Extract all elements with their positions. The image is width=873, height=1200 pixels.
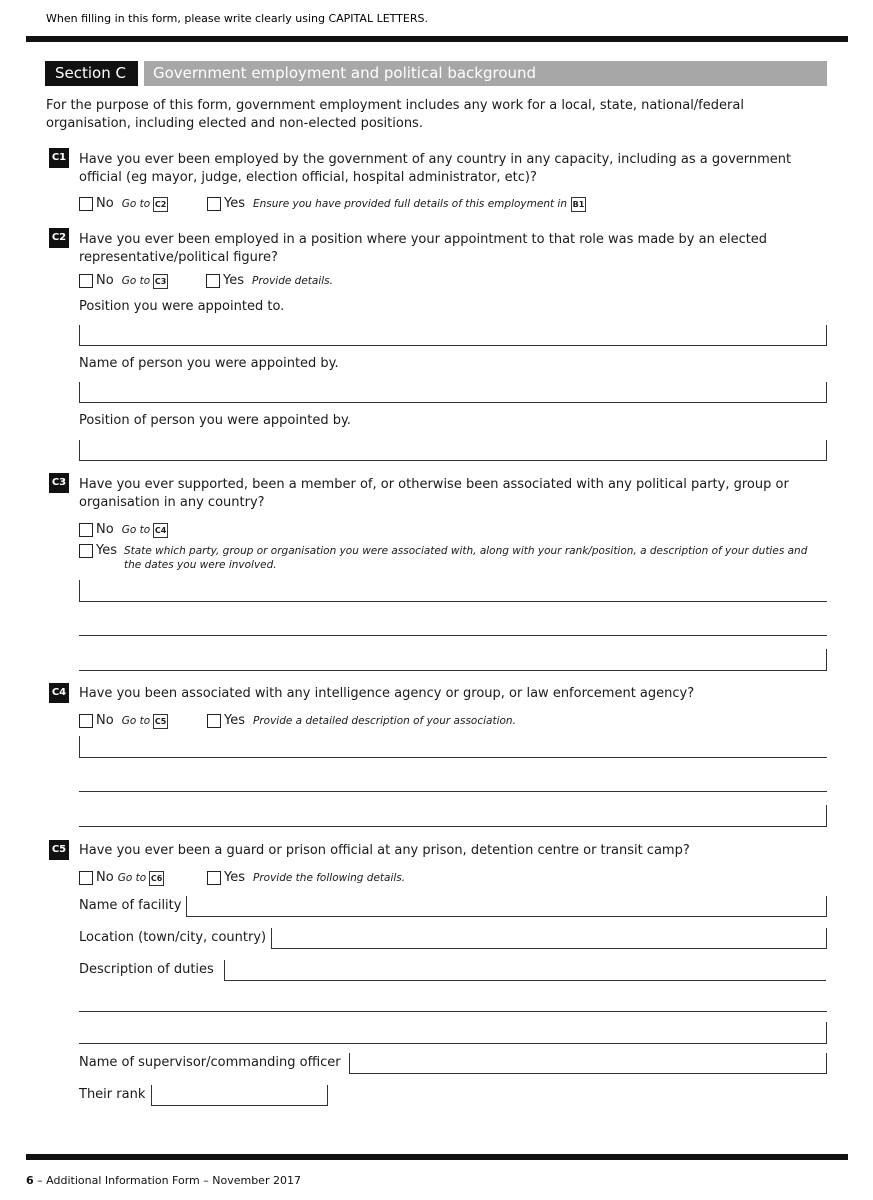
question-number-c2: C2 [49, 228, 69, 248]
c5-supervisor-label: Name of supervisor/commanding officer [79, 1055, 341, 1070]
c2-goto-ref: C3 [153, 274, 168, 289]
c3-no-checkbox[interactable] [79, 523, 93, 537]
c1-yes-checkbox[interactable] [207, 197, 221, 211]
c4-yes-label: Yes [224, 713, 245, 728]
c1-no-checkbox[interactable] [79, 197, 93, 211]
section-title: Government employment and political background [144, 61, 827, 86]
c1-yes-ref: B1 [571, 197, 586, 212]
c4-no-label: No [96, 713, 114, 728]
c2-appointer-position-label: Position of person you were appointed by. [79, 413, 351, 428]
c5-rank-field[interactable] [151, 1085, 328, 1106]
c1-yes-label: Yes [224, 196, 245, 211]
c5-no-label: No [96, 870, 114, 885]
question-number-c5: C5 [49, 840, 69, 860]
c3-line3-tick [826, 649, 827, 670]
c5-duties-line-2[interactable] [79, 1011, 827, 1012]
footer-text: – Additional Information Form – November 2017 [33, 1174, 301, 1187]
c5-yes-checkbox[interactable] [207, 871, 221, 885]
question-c4-text: Have you been associated with any intelligence agency or group, or law enforcement agency? [79, 686, 695, 701]
c4-yes-option [207, 713, 516, 729]
c5-facility-label: Name of facility [79, 898, 182, 913]
c2-no-label: No [96, 273, 114, 288]
c4-yes-checkbox[interactable] [207, 714, 221, 728]
question-number-c1: C1 [49, 148, 69, 168]
c3-yes-note: State which party, group or organisation you were associated with, along with your rank/position, a description of your duties and the dates you were involved. [124, 545, 808, 571]
question-c1-text: Have you ever been employed by the government of any country in any capacity, including as a government official (eg mayor, judge, election official, hospital administrator, etc)? [79, 152, 792, 185]
c3-goto-label: Go to [121, 524, 151, 536]
c5-location-field[interactable] [271, 928, 827, 949]
c5-yes-label: Yes [224, 870, 245, 885]
c5-location-label: Location (town/city, country) [79, 930, 267, 945]
c5-rank-label: Their rank [79, 1087, 146, 1102]
c5-duties-tick [224, 960, 225, 980]
c4-yes-note: Provide a detailed description of your association. [253, 715, 516, 727]
c5-duties-line-1[interactable] [224, 980, 826, 981]
section-label: Section C [45, 61, 138, 86]
c3-no-label: No [96, 522, 114, 537]
question-c2-text: Have you ever been employed in a position where your appointment to that role was made by an elected representative/political figure? [79, 232, 768, 265]
c4-goto-ref: C5 [153, 714, 168, 729]
c5-duties-label: Description of duties [79, 962, 214, 977]
c4-details-line-3[interactable] [79, 826, 827, 827]
c5-goto-ref: C6 [149, 871, 164, 886]
c5-no-option [79, 870, 164, 886]
c4-no-option [79, 713, 168, 729]
c2-no-checkbox[interactable] [79, 274, 93, 288]
c5-facility-field[interactable] [186, 896, 827, 917]
c3-details-line-1[interactable] [79, 601, 827, 602]
bottom-divider [26, 1154, 848, 1160]
c5-yes-note: Provide the following details. [253, 872, 406, 884]
question-c3-text: Have you ever supported, been a member of, or otherwise been associated with any political party, group or organisation in any country? [79, 477, 789, 510]
c5-goto-label: Go to [117, 872, 147, 884]
c3-yes-checkbox[interactable] [79, 544, 93, 558]
c1-goto-label: Go to [121, 198, 151, 210]
c3-yes-option [79, 543, 117, 559]
c2-appointer-name-field[interactable] [79, 382, 827, 403]
c4-no-checkbox[interactable] [79, 714, 93, 728]
c1-no-option [79, 196, 168, 212]
c4-details-line-1[interactable] [79, 757, 827, 758]
c2-no-option [79, 273, 168, 289]
c3-no-option [79, 522, 168, 538]
c3-details-line-2[interactable] [79, 635, 827, 636]
c2-yes-note: Provide details. [252, 275, 333, 287]
c2-appointer-position-field[interactable] [79, 440, 827, 461]
c2-position-label: Position you were appointed to. [79, 299, 285, 314]
c5-no-checkbox[interactable] [79, 871, 93, 885]
c5-duties-line-3[interactable] [79, 1043, 827, 1044]
c2-appointer-name-label: Name of person you were appointed by. [79, 356, 339, 371]
c4-goto-label: Go to [121, 715, 151, 727]
form-instruction: When filling in this form, please write clearly using CAPITAL LETTERS. [46, 12, 428, 25]
c2-position-field[interactable] [79, 325, 827, 346]
c3-details-line-3[interactable] [79, 670, 827, 671]
c1-no-label: No [96, 196, 114, 211]
question-number-c3: C3 [49, 473, 69, 493]
page-number: 6 [26, 1174, 34, 1187]
c3-yes-label: Yes [96, 543, 117, 558]
section-intro: For the purpose of this form, government employment includes any work for a local, state, national/federal organisation, including elected and non-elected positions. [46, 98, 744, 131]
c5-duties-line3-tick [826, 1022, 827, 1043]
top-divider [26, 36, 848, 42]
c4-line3-tick [826, 805, 827, 826]
page-footer [26, 1174, 301, 1187]
c4-details-line-2[interactable] [79, 791, 827, 792]
c5-supervisor-field[interactable] [349, 1053, 827, 1074]
c3-goto-ref: C4 [153, 523, 168, 538]
c1-yes-option [207, 196, 586, 212]
c1-goto-ref: C2 [153, 197, 168, 212]
c2-goto-label: Go to [121, 275, 151, 287]
c3-line1-tick [79, 580, 80, 601]
question-number-c4: C4 [49, 683, 69, 703]
c2-yes-option [206, 273, 333, 289]
c2-yes-checkbox[interactable] [206, 274, 220, 288]
c4-line1-tick [79, 736, 80, 757]
c2-yes-label: Yes [223, 273, 244, 288]
c5-yes-option [207, 870, 405, 886]
question-c5-text: Have you ever been a guard or prison official at any prison, detention centre or transit camp? [79, 843, 690, 858]
c1-yes-note: Ensure you have provided full details of this employment in [253, 198, 568, 210]
